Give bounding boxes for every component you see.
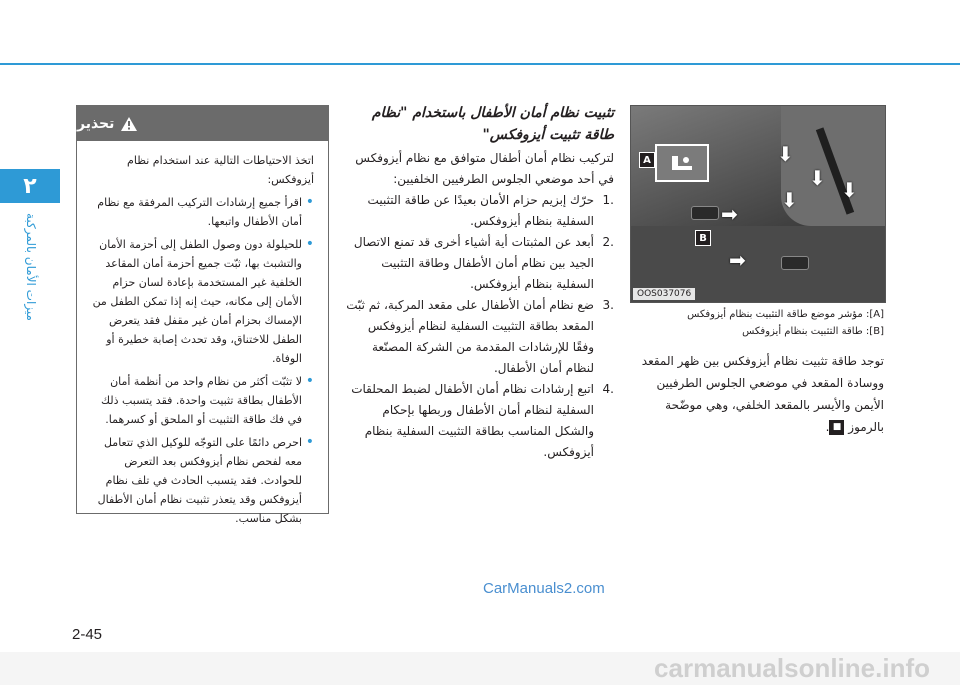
step-text: أبعد عن المثبتات أية أشياء أخرى قد تمنع الاتصال الجيد بين نظام أمان الأطفال وطاقة التثبيت السفلية بنظام أيزوفكس. xyxy=(353,235,594,291)
section-heading: تثبيت نظام أمان الأطفال باستخدام "نظام طاقة تثبيت أيزوفكس" xyxy=(371,105,614,143)
installation-steps xyxy=(346,190,614,463)
arrow-down-icon: ⬇ xyxy=(809,166,826,190)
callout-a: A xyxy=(639,152,655,168)
isofix-anchor-photo xyxy=(630,105,886,303)
watermark-link[interactable]: CarManuals2.com xyxy=(483,580,605,597)
section-intro: لتركيب نظام أمان أطفال متوافق مع نظام أيزوفكس في أحد موضعي الجلوس الطرفيين الخلفيين: xyxy=(355,151,614,186)
chapter-number: ٢ xyxy=(23,173,37,199)
arrow-down-icon: ⬇ xyxy=(841,178,858,202)
step-number: 4. xyxy=(602,382,614,396)
isofix-symbol-icon: ■ xyxy=(829,420,844,435)
footer-band xyxy=(0,652,960,685)
step-text: ضع نظام أمان الأطفال على مقعد المركبة، ثم ثبّت المقعد بطاقة التثبيت السفلية لنظام أيزوفكس وفقًا للإرشادات المقدمة من الشركة المصنّعة لنظام أمان الأطفال. xyxy=(346,298,594,375)
step-text: اتبع إرشادات نظام أمان الأطفال لضبط المحلقات السفلية لنظام أمان الأطفال وربطها بإحكام والشكل المناسب بطاقة التثبيت السفلية بنظام أيزوفكس. xyxy=(351,382,594,459)
warning-triangle-icon xyxy=(120,116,138,132)
isofix-symbol-inset xyxy=(655,144,709,182)
warning-list xyxy=(91,193,314,528)
callout-b: B xyxy=(695,230,711,246)
page-number: 2-45 xyxy=(72,626,103,643)
figure-captions xyxy=(630,306,884,340)
step-number: 3. xyxy=(602,298,614,312)
warning-body xyxy=(77,141,328,528)
arrow-right-icon: ➡ xyxy=(729,248,746,272)
step-item xyxy=(346,295,614,379)
arrow-down-icon: ⬇ xyxy=(781,188,798,212)
child-seat-icon xyxy=(664,152,700,174)
warning-item: • للحيلولة دون وصول الطفل إلى أحزمة الأمان والتشبث بها، ثبّت جميع أحزمة أمان المقاعد الخلفية غير المستخدمة بإعادة لسان حزام الأمان إلى مكانه، حيث إنه إذا تمكن الطفل من الإمساك بحزام أمان غير مقفل فقد يتعرض الطفل للاختناق، وقد تحدث إصابة خطيرة أو الوفاة. xyxy=(91,235,314,368)
caption-a: [A]: مؤشر موضع طاقة التثبيت بنظام أيزوفكس xyxy=(687,309,884,320)
warning-item: • احرص دائمًا على التوجّه للوكيل الذي تتعامل معه لفحص نظام أيزوفكس بعد التعرض للحوادث. فقد يتسبب الحادث في تلف نظام أيزوفكس وقد يتعذر تثبيت نظام أمان الأطفال بشكل مناسب. xyxy=(91,433,314,528)
step-item xyxy=(346,190,614,232)
arrow-right-icon: ➡ xyxy=(721,202,738,226)
warning-item: • اقرأ جميع إرشادات التركيب المرفقة مع نظام أمان الأطفال واتبعها. xyxy=(91,193,314,231)
chapter-title: ميزات الأمان بالمركبة xyxy=(24,213,38,321)
belt-buckle xyxy=(781,256,809,270)
header-rule xyxy=(0,63,960,65)
step-text: حرّك إبزيم حزام الأمان بعيدًا عن طاقة التثبيت السفلية بنظام أيزوفكس. xyxy=(367,193,594,228)
paragraph-text: توجد طاقة تثبيت نظام أيزوفكس بين ظهر المقعد ووسادة المقعد في موضعي الجلوس الطرفيين الأيمن والأيسر بالمقعد الخلفي، وهي موضّحة بالرموز xyxy=(641,354,884,434)
step-item xyxy=(346,379,614,463)
chapter-tab[interactable] xyxy=(0,169,60,203)
warning-item: • لا تثبّت أكثر من نظام واحد من أنظمة أمان الأطفال بطاقة تثبيت واحدة. فقد يتسبب ذلك في فك طاقة التثبيت أو الملحق أو كسرهما. xyxy=(91,372,314,429)
step-item xyxy=(346,232,614,295)
warning-box xyxy=(76,105,329,525)
figure-code: OOS037076 xyxy=(633,288,695,300)
step-number: 1. xyxy=(602,193,614,207)
arrow-down-icon: ⬇ xyxy=(777,142,794,166)
warning-intro: اتخذ الاحتياطات التالية عند استخدام نظام أيزوفكس: xyxy=(127,154,314,186)
step-number: 2. xyxy=(602,235,614,249)
footer-site-text[interactable]: carmanualsonline.info xyxy=(654,653,930,683)
belt-buckle xyxy=(691,206,719,220)
anchor-location-paragraph xyxy=(630,350,884,438)
paragraph-end: . xyxy=(825,420,830,434)
warning-title: تحذير xyxy=(77,115,115,132)
warning-header xyxy=(77,106,328,141)
caption-b: [B]: طاقة التثبيت بنظام أيزوفكس xyxy=(742,326,884,337)
